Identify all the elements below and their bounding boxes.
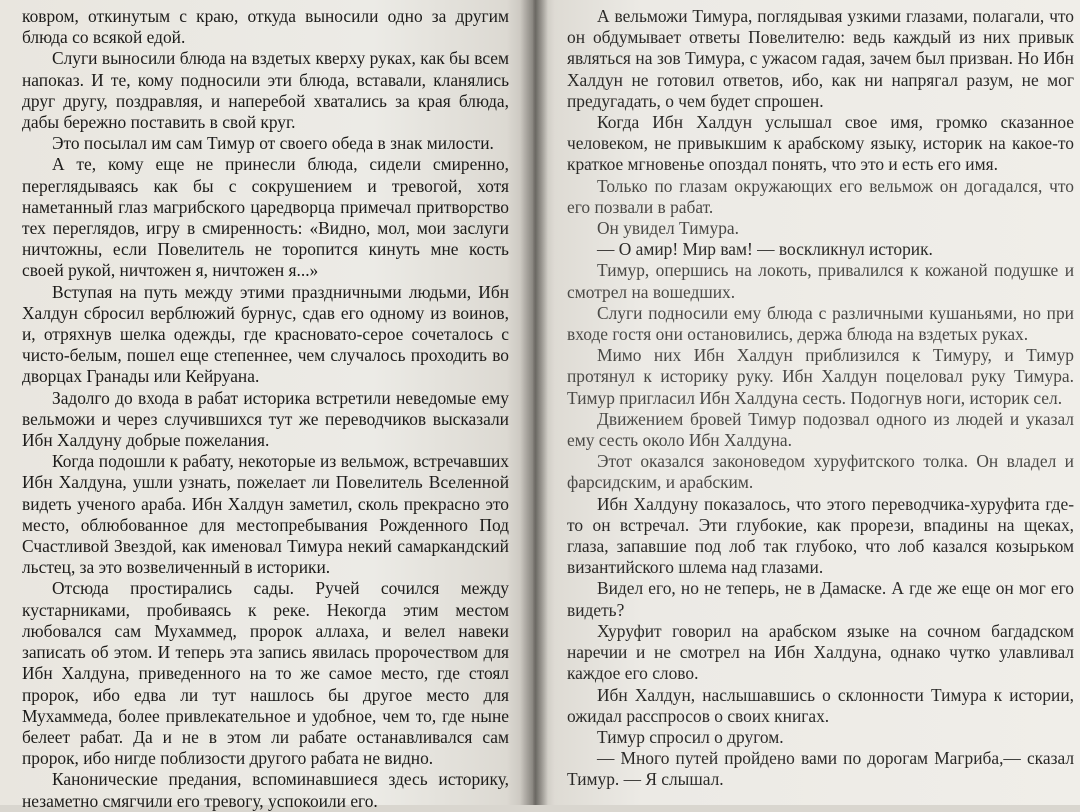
paragraph: Тимур, опершись на локоть, привалился к кожаной подушке и смотрел на вошедших.	[567, 260, 1074, 302]
paragraph: Мимо них Ибн Халдун приблизился к Тимуру, и Тимур протянул к историку руку. Ибн Халдун поцеловал руку Тимура. Тимур пригласил Ибн Халдуна сесть. Подогнув ноги, историк сел.	[567, 345, 1074, 408]
paragraph: Вступая на путь между этими праздничными людьми, Ибн Халдун сбросил верблюжий бурнус, сдав его одному из воинов, и, отряхнув шелка одежды, где красновато-серое сочеталось с чисто-белым, пошел еще степеннее, чем случалось проходить во дворцах Гранады или Кейруана.	[22, 281, 509, 387]
paragraph: Этот оказался законоведом хуруфитского толка. Он владел и фарсидским, и арабским.	[567, 451, 1074, 493]
paragraph: Канонические предания, вспоминавшиеся здесь историку, незаметно смягчили его тревогу, успокоили его.	[22, 769, 509, 811]
paragraph: Задолго до входа в рабат историка встретили неведомые ему вельможи и через случившихся тут же переводчиков высказали Ибн Халдуну добрые пожелания.	[22, 387, 509, 451]
paragraph: — О амир! Мир вам! — воскликнул историк.	[597, 239, 933, 260]
paragraph: Отсюда простирались сады. Ручей сочился между кустарниками, пробиваясь к реке. Некогда этим местом любовался сам Мухаммед, пророк аллаха, и велел навеки записать об этом. И теперь эта запись явилась пророчеством для Ибн Халдуна, приведенного на то же самое место, где стоял пророк, ибо едва ли тут нашлось бы другое место для Мухаммеда, более привлекательное и удобное, чем то, где ныне белеет рабат. Да и не в этом ли рабате останавливался сам пророк, ибо нигде поблизости другого рабата не видно.	[22, 578, 509, 769]
paragraph: — Много путей пройдено вами по дорогам Магриба,— сказал Тимур. — Я слышал.	[567, 748, 1074, 790]
paragraph: Видел его, но не теперь, не в Дамаске. А где же еще он мог его видеть?	[567, 578, 1074, 620]
paragraph: Хуруфит говорил на арабском языке на сочном багдадском наречии и не смотрел на Ибн Халдуна, однако чутко улавливал каждое его слово.	[567, 620, 1074, 684]
paragraph: Это посылал им сам Тимур от своего обеда в знак милости.	[52, 133, 494, 154]
paragraph: Движением бровей Тимур подозвал одного из людей и указал ему сесть около Ибн Халдуна.	[567, 408, 1074, 451]
paragraph: А те, кому еще не принесли блюда, сидели смиренно, переглядываясь как бы с сокрушением и тревогой, хотя наметанный глаз магрибского царедворца примечал притворство тех переглядов, игру в смиренность: «Видно, мол, мои заслуги ничтожны, если Повелитель не торопится кинуть мне кость своей рукой, ничтожен я, ничтожен я...»	[22, 154, 509, 281]
paragraph: Слуги подносили ему блюда с различными кушаньями, но при входе гостя они остановились, держа блюда на вздетых руках.	[567, 302, 1074, 345]
paragraph: Ибн Халдуну показалось, что этого переводчика-хуруфита где-то он встречал. Эти глубокие, как прорези, впадины на щеках, глаза, запавшие под лоб так глубоко, что лоб казался козырьком византийского шлема над глазами.	[567, 493, 1074, 578]
paragraph: Только по глазам окружающих его вельмож он догадался, что его позвали в рабат.	[567, 175, 1074, 217]
paragraph: Тимур спросил о другом.	[597, 726, 784, 747]
paragraph: Ибн Халдун, наслышавшись о склонности Тимура к истории, ожидал расспросов о своих книгах.	[567, 684, 1074, 726]
left-page	[0, 0, 533, 811]
paragraph: Когда подошли к рабату, некоторые из вельмож, встречавших Ибн Халдуна, ушли узнать, пожелает ли Повелитель Вселенной видеть ученого араба. Ибн Халдун заметил, сколь прекрасно это место, облюбованное для местопребывания Рожденного Под Счастливой Звездой, как именовал Тимура некий самаркандский льстец, за это возвеличенный в историки.	[22, 451, 509, 578]
paragraph: Когда Ибн Халдун услышал свое имя, громко сказанное человеком, не привыкшим к арабскому языку, историк на какое-то краткое мгновенье опоздал понять, что это и есть его имя.	[567, 112, 1074, 175]
paragraph: А вельможи Тимура, поглядывая узкими глазами, полагали, что он обдумывает ответы Повелителю: ведь каждый из них привык являться на зов Тимура, с ужасом гадая, зачем был призван. Но Ибн Халдун не готовил ответов, ибо, как ни напрягал разум, не мог предугадать, о чем будет спрошен.	[567, 6, 1074, 111]
paragraph: Слуги выносили блюда на вздетых кверху руках, как бы всем напоказ. И те, кому подносили эти блюда, вставали, кланялись друг другу, поздравляя, и наперебой хватались за края блюда, дабы бережно поставить в свой круг.	[22, 48, 509, 133]
paragraph: Он увидел Тимура.	[597, 218, 739, 239]
right-page	[533, 0, 1080, 805]
paragraph: ковром, откинутым с краю, откуда выносили одно за другим блюда со всякой едой.	[22, 6, 509, 48]
